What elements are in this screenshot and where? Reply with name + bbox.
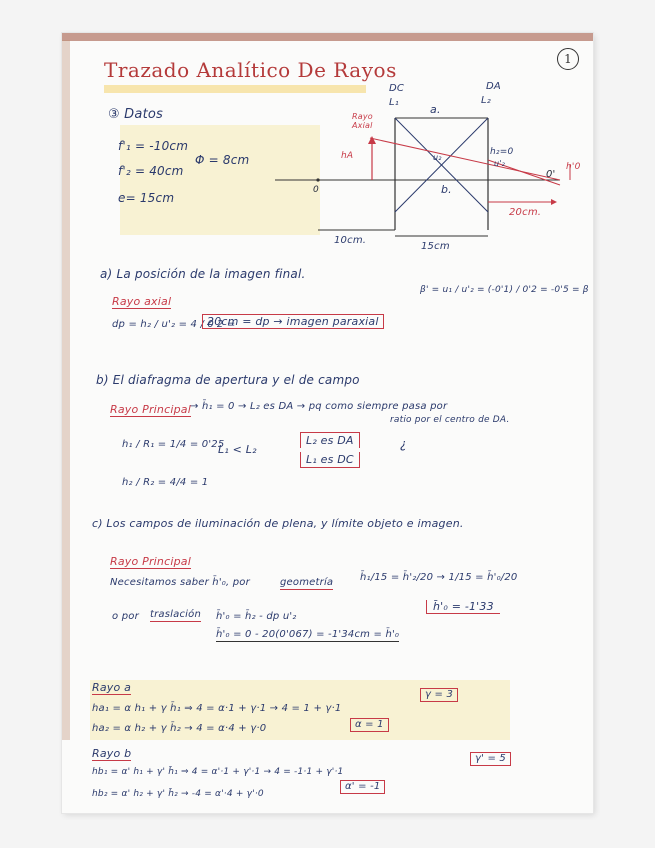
part-a-dp-formula: dp = h₂ / u'₂ = 4 / 0'2 = [112, 319, 236, 330]
part-b-ratio1: h₁ / R₁ = 1/4 = 0'25 [122, 439, 225, 450]
rayo-a-eq2: ha₂ = α h₂ + γ h̄₂ → 4 = α·4 + γ·0 [92, 723, 267, 734]
label-dc: DC [389, 83, 405, 94]
part-a-rayo-axial: Rayo axial [112, 295, 172, 308]
part-c-o-por: o por [112, 611, 139, 622]
arrow-ha-head [368, 136, 376, 144]
rayo-b-res2: α' = -1 [340, 780, 385, 794]
part-a-heading: a) La posición de la imagen final. [100, 267, 306, 281]
label-u2-prime: u'₂ [494, 159, 506, 168]
part-b-result2: L₁ es DC [300, 452, 360, 468]
label-l2: L₂ [481, 95, 491, 106]
label-ray-b: b. [441, 183, 452, 196]
datos-phi: Φ = 8cm [195, 153, 250, 167]
part-c-geometria: geometría [280, 577, 334, 588]
label-origin-prime: 0' [546, 169, 556, 180]
part-b-statement2: ratio por el centro de DA. [390, 415, 510, 425]
rayo-b-label: Rayo b [92, 747, 132, 760]
rayo-a-res2: α = 1 [350, 718, 389, 732]
datos-f1: f'₁ = -10cm [118, 139, 189, 153]
part-c-geo-eq: h̄₁/15 = h̄'₂/20 → 1/15 = h̄'₀/20 [360, 572, 518, 583]
rayo-b-res1: γ' = 5 [470, 752, 511, 766]
label-h2-zero: h₂=0 [490, 147, 514, 157]
label-origin: 0 [313, 185, 319, 195]
datos-e: e= 15cm [118, 191, 175, 205]
rayo-a-eq1: ha₁ = α h₁ + γ h̄₁ ⇒ 4 = α·1 + γ·1 → 4 = 1 + γ·1 [92, 703, 342, 714]
part-b-rayo-principal: Rayo Principal [110, 403, 191, 416]
label-rayo-axial: Rayo Axial [352, 112, 373, 130]
part-b-statement: → h̄₁ = 0 → L₂ es DA → pq como siempre pasa por [190, 401, 448, 412]
label-dist-15: 15cm [421, 241, 450, 252]
part-a-dp-result: 20cm = dp → imagen paraxial [202, 314, 384, 329]
label-dist-20: 20cm. [509, 207, 542, 218]
part-c-trasl-eq: h̄'₀ = h̄₂ - dp u'₂ [216, 611, 297, 622]
label-ha: hA [341, 151, 354, 161]
label-ray-a: a. [430, 103, 441, 116]
page-title: Trazado Analítico De Rayos [104, 58, 397, 82]
part-b-result1: L₂ es DA [300, 432, 360, 448]
rayo-b-eq1: hb₁ = α' h₁ + γ' h̄₁ ⇒ 4 = α'·1 + γ'·1 → 4 = -1·1 + γ'·1 [92, 767, 344, 777]
part-c-heading: c) Los campos de iluminación de plena, y límite objeto e imagen. [92, 517, 464, 530]
part-a-beta: β' = u₁ / u'₂ = (-0'1) / 0'2 = -0'5 = β [420, 285, 589, 295]
part-b-ratio2: h₂ / R₂ = 4/4 = 1 [122, 477, 209, 488]
datos-f2: f'₂ = 40cm [118, 164, 184, 178]
label-da: DA [486, 81, 501, 92]
part-c-necesitamos: Necesitamos saber h̄'₀, por [110, 577, 250, 588]
rayo-a-label: Rayo a [92, 681, 132, 694]
rayo-b-eq2: hb₂ = α' h₂ + γ' h̄₂ → -4 = α'·4 + γ'·0 [92, 789, 264, 799]
part-c-result-h0: h̄'₀ = -1'33 [426, 600, 500, 614]
part-b-mark: ¿ [400, 437, 407, 451]
rayo-a-res1: γ = 3 [420, 688, 458, 702]
part-c-traslacion: traslación [150, 609, 202, 620]
label-h0-prime: h'0 [566, 162, 581, 172]
origin-point [316, 178, 319, 181]
part-c-rayo-principal: Rayo Principal [110, 555, 191, 568]
part-b-compare: L₁ < L₂ [218, 443, 257, 456]
part-b-heading: b) El diafragma de apertura y el de campo [96, 373, 360, 387]
page-number: 1 [557, 48, 579, 70]
ray-axial [370, 138, 560, 180]
label-l1: L₁ [389, 97, 399, 108]
datos-heading: ③ Datos [108, 107, 163, 122]
label-dist-10: 10cm. [334, 235, 367, 246]
label-u2: u₂ [433, 153, 442, 162]
part-c-trasl-calc: h̄'₀ = 0 - 20(0'067) = -1'34cm = h̄'₀ [216, 629, 400, 640]
